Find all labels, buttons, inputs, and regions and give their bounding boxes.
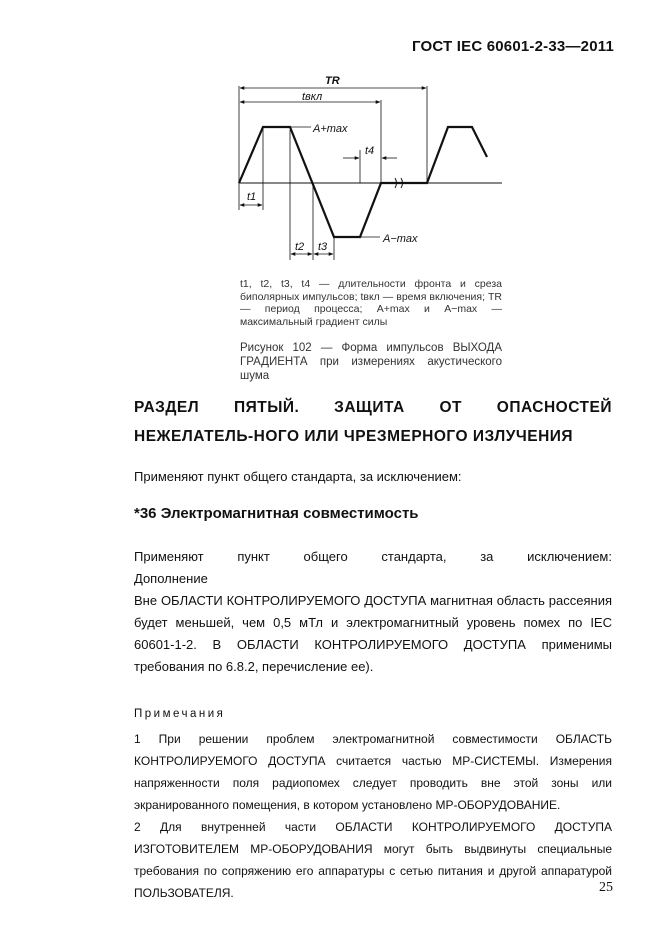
label-t2: t2 bbox=[295, 241, 305, 253]
document-standard-code: ГОСТ IEC 60601-2-33—2011 bbox=[411, 38, 614, 55]
label-t3: t3 bbox=[318, 241, 328, 253]
subsection-title: *36 Электромагнитная совместимость bbox=[134, 505, 419, 522]
notes-heading: Примечания bbox=[134, 708, 226, 720]
page-number: 25 bbox=[599, 880, 613, 895]
label-t4: t4 bbox=[365, 145, 375, 157]
section-intro: Применяют пункт общего стандарта, за исключением: bbox=[134, 469, 462, 484]
waveform bbox=[239, 127, 487, 237]
label-a-plus-max: A+max bbox=[313, 123, 348, 135]
figure-caption: Рисунок 102 — Форма импульсов ВЫХОДА ГРАДИЕНТА при измерениях акустического шума bbox=[240, 342, 502, 382]
label-tr: TR bbox=[325, 75, 340, 87]
label-t1: t1 bbox=[247, 191, 257, 203]
note-1: 1 При решении проблем электромагнитной совместимости ОБЛАСТЬ КОНТРОЛИРУЕМОГО ДОСТУПА считается частью МР-СИСТЕМЫ. Измерения напряженности поля радиопомех следует проводить вне этой зоны или экранированного помещения, в котором установлено МР-ОБОРУДОВАНИЕ. bbox=[134, 732, 612, 812]
subsection-paragraph-3: Вне ОБЛАСТИ КОНТРОЛИРУЕМОГО ДОСТУПА магнитная область рассеяния будет меньшей, чем 0,5 мТл и электромагнитный уровень помех по IEC 60601-1-2. В ОБЛАСТИ КОНТРОЛИРУЕМОГО ДОСТУПА применимы требования по 6.8.2, перечисление ее). bbox=[134, 593, 612, 674]
label-a-minus-max: A−max bbox=[383, 233, 418, 245]
note-2: 2 Для внутренней части ОБЛАСТИ КОНТРОЛИРУЕМОГО ДОСТУПА ИЗГОТОВИТЕЛЕМ МР-ОБОРУДОВАНИЯ могут быть выдвинуты специальные требования по сопряжению его аппаратуры с сетью питания и другой аппаратурой ПОЛЬЗОВАТЕЛЯ. bbox=[134, 820, 612, 900]
subsection-paragraph-2: Дополнение bbox=[134, 571, 208, 586]
section-title: РАЗДЕЛ ПЯТЫЙ. ЗАЩИТА ОТ ОПАСНОСТЕЙ НЕЖЕЛАТЕЛЬ-НОГО ИЛИ ЧРЕЗМЕРНОГО ИЗЛУЧЕНИЯ bbox=[134, 399, 612, 445]
figure-legend: t1, t2, t3, t4 — длительности фронта и среза биполярных импульсов; tвкл — время включения; TR — период процесса; A+max и A−max — максимальный градиент силы bbox=[240, 278, 502, 328]
gradient-pulse-figure bbox=[225, 70, 505, 270]
label-tvkl: tвкл bbox=[302, 91, 323, 103]
subsection-paragraph-1: Применяют пункт общего стандарта, за исключением: bbox=[134, 549, 612, 564]
